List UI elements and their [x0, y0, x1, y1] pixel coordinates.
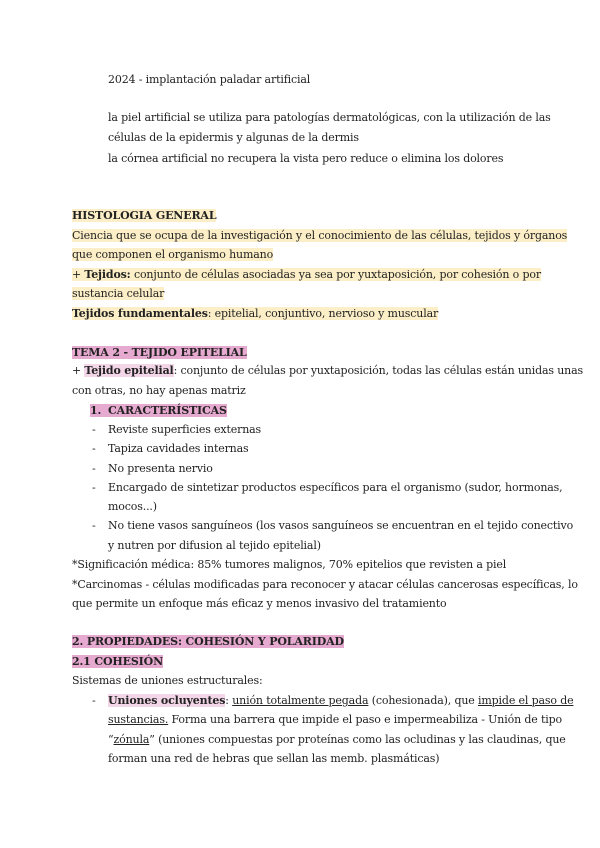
uo-label: Uniones ocluyentes	[108, 694, 226, 707]
caracteristicas-heading-box	[90, 404, 227, 417]
uo-underline-3: sustancias.	[108, 713, 169, 726]
note-carcinomas-1: *Carcinomas - células modificadas para reconocer y atacar células cancerosas específicas, lo	[72, 578, 578, 591]
epi-label: Tejido epitelial	[84, 364, 174, 377]
histologia-def-2	[72, 247, 273, 263]
tejidos-prefix: +	[72, 268, 85, 281]
uo-mid: (cohesionada), que	[368, 694, 479, 707]
intro-line-2: la piel artificial se utiliza para patologías dermatológicas, con la utilización de las	[108, 111, 551, 124]
tejidos-line-2	[72, 286, 164, 302]
note-significacion: *Significación médica: 85% tumores malignos, 70% epitelios que revisten a piel	[72, 558, 507, 571]
tejidos-fundamentales	[72, 306, 438, 322]
caracteristicas-number: 1.	[90, 404, 102, 417]
caracteristicas-heading	[90, 403, 227, 419]
bullet-dash: -	[92, 481, 96, 494]
fund-text: : epitelial, conjuntivo, nervioso y muscular	[207, 307, 439, 320]
uo-underline-1: unión totalmente pegada	[232, 694, 369, 707]
histologia-heading-text: HISTOLOGIA GENERAL	[72, 209, 217, 222]
cohesion-heading-text: 2.1 COHESIÓN	[72, 655, 164, 668]
histologia-heading	[72, 208, 216, 224]
tema2-heading	[72, 345, 247, 361]
tejidos-label: Tejidos:	[84, 268, 131, 281]
tema2-heading-text: TEMA 2 - TEJIDO EPITELIAL	[72, 346, 247, 359]
propiedades-heading	[72, 634, 344, 650]
bullet-continuation: mocos...)	[108, 500, 157, 513]
uo-text-3: (uniones compuestas por proteínas como las ocludinas y las claudinas, que	[154, 733, 566, 746]
tejidos-text: conjunto de células asociadas ya sea por yuxtaposición, por cohesión o por	[130, 268, 541, 281]
intro-line-3: células de la epidermis y algunas de la dermis	[108, 131, 359, 144]
bullet-text: Tapiza cavidades internas	[108, 442, 249, 455]
bullet-dash: -	[92, 442, 96, 455]
bullet-dash: -	[92, 694, 96, 707]
uo-quote-open: “	[108, 733, 114, 746]
bullet-text: Reviste superficies externas	[108, 423, 262, 436]
uo-zonula: zónula	[113, 733, 150, 746]
sistemas-line: Sistemas de uniones estructurales:	[72, 674, 263, 687]
intro-line-1: 2024 - implantación paladar artificial	[108, 73, 311, 86]
bullet-text: No tiene vasos sanguíneos (los vasos sanguíneos se encuentran en el tejido conectivo	[108, 519, 574, 532]
uo-colon: :	[225, 694, 233, 707]
bullet-continuation: y nutren por difusion al tejido epitelial)	[108, 539, 321, 552]
histologia-def-2-text: que componen el organismo humano	[72, 248, 274, 261]
bullet-text: Encargado de sintetizar productos específicos para el organismo (sudor, hormonas,	[108, 481, 563, 494]
uniones-ocluyentes-line-4: forman una red de hebras que sellan las memb. plasmáticas)	[108, 752, 440, 765]
bullet-dash: -	[92, 519, 96, 532]
bullet-dash: -	[92, 462, 96, 475]
intro-line-4: la córnea artificial no recupera la vista pero reduce o elimina los dolores	[108, 152, 504, 165]
fund-label: Tejidos fundamentales	[72, 307, 208, 320]
bullet-dash: -	[92, 423, 96, 436]
epitelial-line-1	[72, 363, 583, 379]
note-carcinomas-2: que permite un enfoque más eficaz y menos invasivo del tratamiento	[72, 597, 447, 610]
uniones-ocluyentes-line-3	[108, 732, 566, 748]
caracteristicas-title: CARACTERÍSTICAS	[108, 404, 227, 417]
uo-quote-close: ”	[149, 733, 155, 746]
uniones-ocluyentes-line-2	[108, 712, 562, 728]
tejidos-line-1	[72, 267, 541, 283]
epi-prefix: +	[72, 364, 85, 377]
histologia-def-1-text: Ciencia que se ocupa de la investigación y el conocimiento de las células, tejidos y órganos	[72, 229, 568, 242]
propiedades-heading-text: 2. PROPIEDADES: COHESIÓN Y POLARIDAD	[72, 635, 344, 648]
tejidos-text-2: sustancia celular	[72, 287, 165, 300]
uo-text-2: Forma una barrera que impide el paso e impermeabiliza - Unión de tipo	[168, 713, 562, 726]
epitelial-line-2: con otras, no hay apenas matriz	[72, 384, 246, 397]
cohesion-heading	[72, 654, 163, 670]
histologia-def-1	[72, 228, 567, 244]
epi-text: : conjunto de células por yuxtaposición, todas las células están unidas unas	[173, 364, 584, 377]
bullet-text: No presenta nervio	[108, 462, 213, 475]
uo-underline-2: impide el paso de	[478, 694, 574, 707]
